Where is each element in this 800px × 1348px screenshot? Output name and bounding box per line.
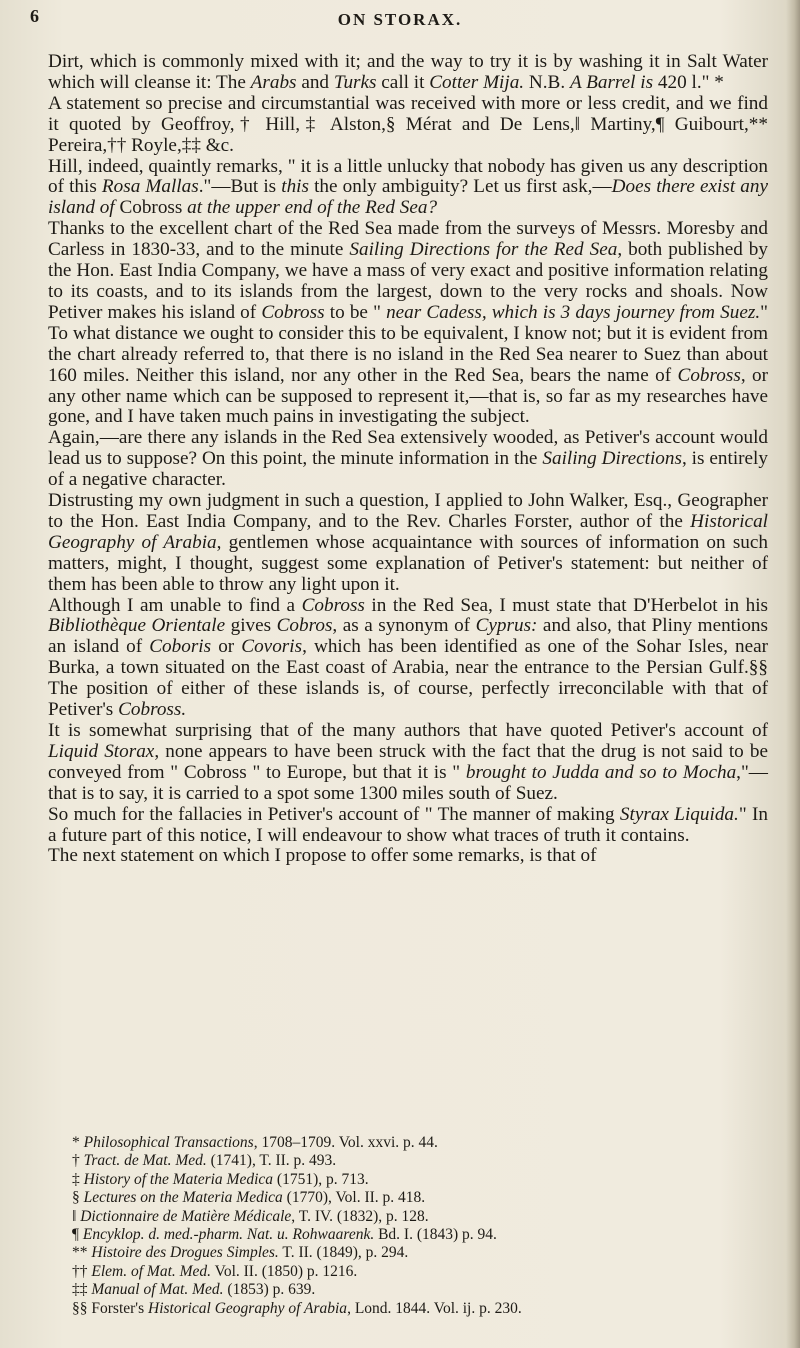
italic-run: Arabs (250, 71, 297, 93)
text-run: , which has been identified as one of the Sohar Isles, near Burka, a town situated on the East coast of Arabia, near the entrance to the Persian Gulf.§§ The position of either of these islands is, of course, perfectly irreconcilable with that of Petiver's (48, 636, 769, 721)
text-run: * (72, 1134, 84, 1151)
italic-run: Historical Geography of Arabia (48, 510, 768, 553)
text-run: †† (72, 1262, 92, 1280)
text-run: Dirt, which is commonly mixed with it; and the way to try it is by washing it in Salt Water which will cleanse it: The (48, 51, 768, 93)
paragraph (48, 846, 768, 867)
italic-run: Cobross (301, 594, 365, 616)
page-edge-shadow (786, 0, 800, 1348)
text-run: It is somewhat surprising that of the many authors that have quoted Petiver's account of (48, 720, 768, 741)
body-text (48, 52, 768, 867)
text-run: ‖ (72, 1207, 81, 1225)
italic-run: Covoris (241, 636, 303, 658)
text-run: 420 l." * (653, 71, 724, 93)
text-run: the only ambiguity? Let us first ask,— (308, 176, 612, 198)
footnotes (72, 1134, 752, 1318)
italic-run: Coboris (149, 636, 212, 658)
text-run: in the Red Sea, I must state that D'Herbelot in his (364, 594, 769, 616)
text-run: §§ Forster's (72, 1299, 148, 1317)
text-run: (1770), Vol. II. p. 418. (282, 1189, 426, 1207)
footnote (72, 1281, 752, 1299)
text-run: ‡‡ (72, 1281, 92, 1299)
text-run: " To what distance we ought to consider this to be equivalent, I know not; but it is evident from the chart already referred to, that there is no island in the Red Sea nearer to Suez than about 160 miles. Neither this island, nor any other in the Red Sea, bears the name of (48, 301, 768, 386)
text-run: ** (72, 1244, 92, 1262)
text-run: gives (225, 615, 277, 637)
italic-run: this (281, 176, 309, 198)
italic-run: Styrax Liquida. (619, 803, 739, 825)
italic-run: Dictionnaire de Matière Médicale (80, 1207, 292, 1225)
text-run: Distrusting my own judgment in such a question, I applied to John Walker, Esq., Geographer to the Hon. East India Company, and to the Rev. Charles Forster, author of the (48, 490, 768, 532)
italic-run: Cyprus: (475, 615, 538, 637)
page-header (30, 6, 770, 36)
footnote (72, 1300, 752, 1318)
text-run: ,"—that is to say, it is carried to a spot some 1300 miles south of Suez. (48, 761, 768, 804)
italic-run: Elem. of Mat. Med. (91, 1262, 212, 1280)
paragraph (48, 805, 768, 847)
text-run: Thanks to the excellent chart of the Red Sea made from the surveys of Messrs. Moresby and Carless in 1830-33, and to the minute (48, 218, 768, 261)
text-run: So much for the fallacies in Petiver's account of " The manner of making (48, 803, 620, 825)
text-run: and also, that Pliny mentions an island of (48, 615, 768, 658)
paragraph (48, 721, 768, 805)
text-run: , 1708–1709. Vol. xxvi. p. 44. (253, 1134, 438, 1151)
text-run: Again,—are there any islands in the Red Sea extensively wooded, as Petiver's account would lead us to suppose? On this point, the minute information in the (48, 427, 768, 470)
footnote (72, 1189, 752, 1207)
text-run: " In a future part of this notice, I will endeavour to show what traces of truth it contains. (48, 803, 768, 846)
text-run: call it (376, 71, 430, 93)
text-run: ‡ (72, 1170, 84, 1188)
text-run: and (296, 71, 334, 93)
italic-run: Cobross (677, 364, 741, 386)
italic-run: Does there exist any island of (48, 176, 768, 219)
italic-run: Liquid Storax (48, 740, 155, 762)
text-run: , is entirely of a negative character. (48, 448, 768, 491)
paragraph (48, 596, 768, 721)
footnote (72, 1171, 752, 1189)
text-run: or (211, 636, 242, 658)
italic-run: Sailing Directions (542, 448, 682, 470)
italic-run: Cotter Mija. (429, 71, 525, 93)
italic-run: History of the Materia Medica (83, 1170, 274, 1188)
text-run: Cobross (119, 197, 183, 219)
footnote (72, 1152, 752, 1170)
running-head: ON STORAX. (337, 10, 463, 29)
text-run: Although I am unable to find a (48, 594, 302, 616)
paragraph (48, 428, 768, 491)
text-run: to be " (324, 301, 387, 323)
footnote (72, 1208, 752, 1226)
italic-run: Philosophical Transactions (83, 1134, 254, 1151)
text-run: , as a synonym of (332, 615, 476, 637)
text-run: (1751), p. 713. (273, 1170, 369, 1188)
paragraph (48, 491, 768, 596)
paragraph (48, 219, 768, 428)
italic-run: Bibliothèque Orientale (48, 615, 226, 637)
italic-run: brought to Judda and so to Mocha (465, 761, 737, 783)
text-run: , gentlemen whose acquaintance with sources of information on such matters, might, I thought, suggest some explanation of Petiver's statement: but neither of them has been able to throw any light upon it. (48, 531, 769, 595)
text-run: § (72, 1189, 84, 1207)
text-run: , or any other name which can be supposed to represent it,—that is, so far as my researches have gone, and I have taken much pains in investigating the subject. (48, 364, 769, 428)
text-run: T. II. (1849), p. 294. (278, 1244, 409, 1262)
footnote (72, 1263, 752, 1281)
footnote (72, 1226, 752, 1244)
italic-run: Lectures on the Materia Medica (83, 1189, 283, 1207)
text-run: , T. IV. (1832), p. 128. (291, 1207, 429, 1225)
text-run: , both published by the Hon. East India Company, we have a mass of very exact and positive information relating to its coasts, and to its islands from the largest, down to the very rocks and shoals. Now Petiver makes his island of (48, 239, 768, 323)
italic-run: Rosa Mallas (101, 176, 199, 198)
text-run: A statement so precise and circumstantial was received with more or less credit, and we find it quoted by Geoffroy,† Hill,‡ Alston,§ Mérat and De Lens,‖ Martiny,¶ Guibourt,** Pereira,†† Royle,‡‡ &c. (48, 92, 768, 156)
text-run: ."—But is (198, 176, 282, 198)
italic-run: A Barrel is (569, 71, 654, 93)
text-run: Vol. II. (1850) p. 1216. (211, 1262, 358, 1280)
paragraph (48, 52, 768, 94)
footnote (72, 1244, 752, 1262)
italic-run: at the upper end of the Red Sea? (182, 197, 438, 219)
italic-run: Manual of Mat. Med. (91, 1281, 224, 1299)
italic-run: Encyklop. d. med.-pharm. Nat. u. Rohwaarenk. (82, 1226, 375, 1244)
text-run: N.B. (524, 71, 570, 93)
italic-run: Sailing Directions for the Red Sea (349, 239, 618, 261)
text-run: ¶ (72, 1226, 83, 1244)
paragraph (48, 94, 768, 157)
text-run: Bd. I. (1843) p. 94. (374, 1226, 497, 1244)
italic-run: Cobross. (118, 699, 187, 721)
footnote (72, 1134, 752, 1152)
text-run: Hill, indeed, quaintly remarks, " it is a little unlucky that nobody has given us any description of this (48, 155, 768, 198)
italic-run: Cobros (276, 615, 333, 637)
italic-run: Histoire des Drogues Simples. (91, 1244, 279, 1262)
italic-run: Turks (333, 71, 377, 93)
italic-run: near Cadess, which is 3 days journey from Suez. (386, 301, 761, 323)
page-number: 6 (30, 6, 39, 26)
text-run: (1853) p. 639. (223, 1281, 316, 1299)
italic-run: Historical Geography of Arabia (148, 1299, 348, 1317)
text-run: † (72, 1152, 84, 1170)
italic-run: Cobross (261, 301, 325, 323)
paragraph (48, 157, 768, 220)
text-run: , none appears to have been struck with the fact that the drug is not said to be conveyed from " Cobross " to Europe, but that it is " (48, 740, 768, 783)
text-run: (1741), T. II. p. 493. (206, 1152, 337, 1170)
text-run: The next statement on which I propose to offer some remarks, is that of (48, 845, 597, 867)
text-run: , Lond. 1844. Vol. ij. p. 230. (347, 1299, 522, 1317)
italic-run: Tract. de Mat. Med. (83, 1152, 207, 1170)
